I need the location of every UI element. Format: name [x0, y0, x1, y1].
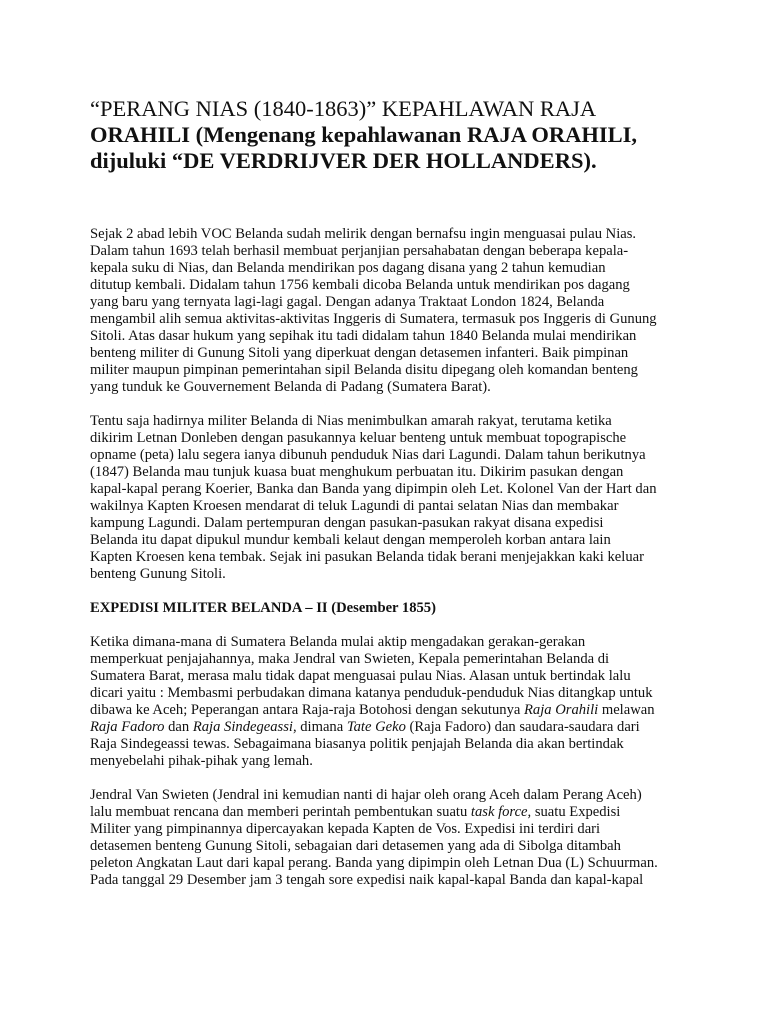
text-line [90, 702, 730, 719]
text-line: yang tunduk ke Gouvernement Belanda di Padang (Sumatera Barat). [90, 379, 491, 395]
text-line: (1847) Belanda mau tunjuk kuasa buat menghukum perbuatan itu. Dikirim pasukan dengan [90, 464, 624, 480]
title-line-1: “PERANG NIAS (1840-1863)” KEPAHLAWAN RAJA [90, 96, 597, 121]
text-line: Sumatera Barat, merasa malu tidak dapat menguasai pulau Nias. Alasan untuk bertindak lalu [90, 668, 631, 684]
text-line: Jendral Van Swieten (Jendral ini kemudian nanti di hajar oleh orang Aceh dalam Perang Aceh) [90, 787, 642, 803]
document-title [90, 96, 730, 174]
text-line: detasemen benteng Gunung Sitoli, sebagaian dari detasemen yang ada di Sibolga ditambah [90, 838, 621, 854]
paragraph-2 [90, 413, 730, 583]
text-line: memperkuat penjajahannya, maka Jendral van Swieten, Kepala pemerintahan Belanda di [90, 651, 610, 667]
text-line: opname (peta) lalu segera ianya dibunuh penduduk Nias dari Lagundi. Dalam tahun berikutnya [90, 447, 646, 463]
text-line: dikirim Letnan Donleben dengan pasukannya keluar benteng untuk membuat topograpische [90, 430, 627, 446]
text-line: Dalam tahun 1693 telah berhasil membuat perjanjian persahabatan dengan beberapa kepala- [90, 243, 629, 259]
text-line: Sitoli. Atas dasar hukum yang sepihak itu tadi didalam tahun 1840 Belanda mulai mendirikan [90, 328, 637, 344]
italic-name: Tate Geko [346, 719, 406, 735]
document-body [90, 226, 730, 906]
title-line-2: ORAHILI (Mengenang kepahlawanan RAJA ORAHILI, [90, 122, 637, 147]
paragraph-1 [90, 226, 730, 396]
text-run: dan [164, 719, 193, 735]
text-line: Pada tanggal 29 Desember jam 3 tengah sore expedisi naik kapal-kapal Banda dan kapal-kapal [90, 872, 644, 888]
text-run: lalu membuat rencana dan memberi perintah pembentukan suatu [90, 804, 471, 820]
text-line: mengambil alih semua aktivitas-aktivitas Inggeris di Sumatera, termasuk pos Inggeris di Gunung [90, 311, 657, 327]
text-run: melawan [598, 702, 655, 718]
text-line: peleton Angkatan Laut dari kapal perang. Banda yang dipimpin oleh Letnan Dua (L) Schuurman. [90, 855, 658, 871]
text-line: benteng militer di Gunung Sitoli yang diperkuat dengan detasemen infanteri. Baik pimpinan [90, 345, 629, 361]
text-line: Belanda itu dapat dipukul mundur kembali kelaut dengan memperoleh korban antara lain [90, 532, 611, 548]
text-line: wakilnya Kapten Kroesen mendarat di teluk Lagundi di pantai selatan Nias dan membakar [90, 498, 619, 514]
title-line-3: dijuluki “DE VERDRIJVER DER HOLLANDERS). [90, 148, 597, 173]
text-line [90, 719, 730, 736]
text-line: Kapten Kroesen kena tembak. Sejak ini pasukan Belanda tidak berani menjejakkan kaki keluar [90, 549, 644, 565]
text-line: kepala suku di Nias, dan Belanda mendirikan pos dagang disana yang 2 tahun kemudian [90, 260, 606, 276]
italic-name: Raja Orahili [524, 702, 599, 718]
italic-name: Raja Sindegeassi [192, 719, 293, 735]
text-line: Ketika dimana-mana di Sumatera Belanda mulai aktip mengadakan gerakan-gerakan [90, 634, 586, 650]
text-line: Sejak 2 abad lebih VOC Belanda sudah melirik dengan bernafsu ingin menguasai pulau Nias. [90, 226, 637, 242]
text-run: suatu Expedisi [531, 804, 621, 820]
italic-name: Raja Fadoro [90, 719, 165, 735]
paragraph-4 [90, 787, 730, 889]
text-line: Militer yang pimpinannya dipercayakan kepada Kapten de Vos. Expedisi ini terdiri dari [90, 821, 601, 837]
text-line: kampung Lagundi. Dalam pertempuran dengan pasukan-pasukan rakyat disana expedisi [90, 515, 604, 531]
paragraph-3 [90, 634, 730, 770]
text-line: menyebelahi pihak-pihak yang lemah. [90, 753, 313, 769]
section-heading: EXPEDISI MILITER BELANDA – II (Desember 1855) [90, 600, 436, 616]
text-run: dibawa ke Aceh; Peperangan antara Raja-raja Botohosi dengan sekutunya [90, 702, 525, 718]
text-line: militer maupun pimpinan pemerintahan sipil Belanda disitu dipegang oleh komandan benteng [90, 362, 638, 378]
text-line: Raja Sindegeassi tewas. Sebagaimana biasanya politik penjajah Belanda dia akan bertindak [90, 736, 624, 752]
text-line [90, 804, 730, 821]
text-run: , dimana [292, 719, 347, 735]
text-line: dicari yaitu : Membasmi perbudakan dimana katanya penduduk-penduduk Nias ditangkap untuk [90, 685, 653, 701]
text-line: yang baru yang ternyata lagi-lagi gagal. Dengan adanya Traktaat London 1824, Belanda [90, 294, 605, 310]
text-line: kapal-kapal perang Koerier, Banka dan Banda yang dipimpin oleh Let. Kolonel Van der Hart dan [90, 481, 657, 497]
text-line: ditutup kembali. Didalam tahun 1756 kembali dicoba Belanda untuk mendirikan pos dagang [90, 277, 630, 293]
text-line: benteng Gunung Sitoli. [90, 566, 226, 582]
text-run: (Raja Fadoro) dan saudara-saudara dari [405, 719, 640, 735]
text-line: Tentu saja hadirnya militer Belanda di Nias menimbulkan amarah rakyat, terutama ketika [90, 413, 612, 429]
italic-term: task force, [470, 804, 532, 820]
